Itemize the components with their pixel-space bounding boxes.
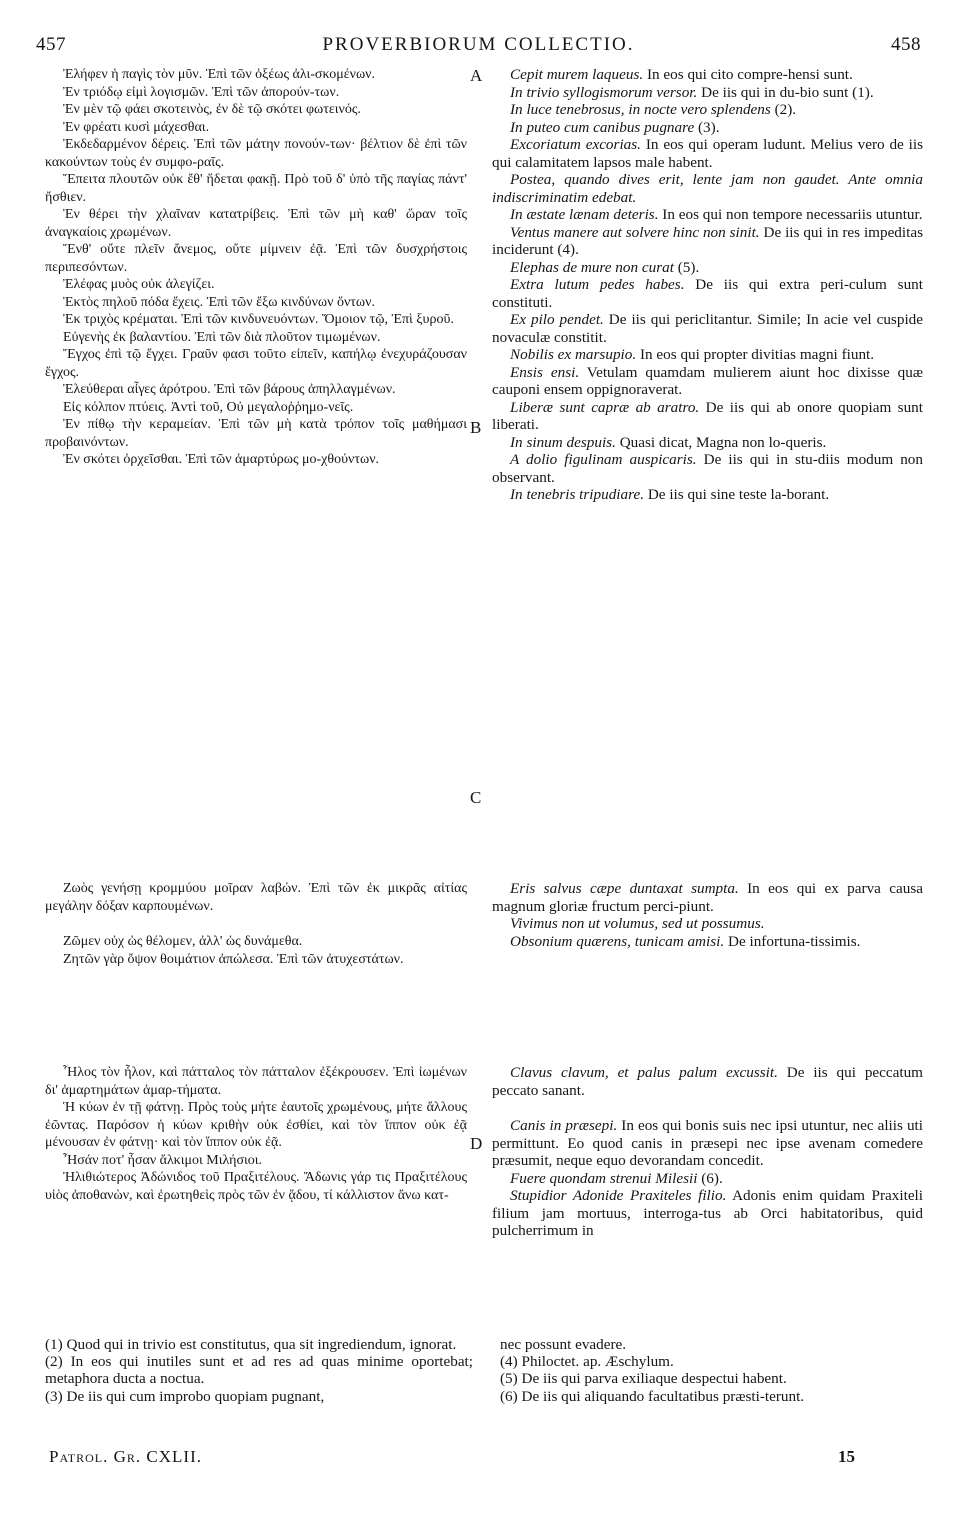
latin-translation: In trivio syllogismorum versor. De iis qui in du-bio sunt (1). bbox=[510, 83, 874, 101]
latin-column-group-3 bbox=[492, 1064, 923, 1240]
greek-proverb: Ἠλιθιώτερος Ἀδώνιδος τοῦ Πραξιτέλους. Ἄδωνις γάρ τις Πραξιτέλους υἱὸς ἀποθανὼν, καὶ ἐρωτηθεὶς πρὸς τῶν ἐν ᾅδου, τί κάλλιστον ἄνω κατ- bbox=[45, 1170, 467, 1203]
latin-translation: Clavus clavum, et palus palum excussit. De iis qui peccatum peccato sanant. bbox=[492, 1064, 923, 1099]
footnotes-left bbox=[45, 1336, 473, 1405]
greek-proverb: Ἐλεύθεραι αἶγες ἀρότρου. Ἐπὶ τῶν βάρους ἀπηλλαγμένων. bbox=[63, 382, 396, 397]
latin-translation: Ventus manere aut solvere hinc non sinit. De iis qui in res impeditas inciderunt (4). bbox=[492, 223, 923, 258]
footnote: (4) Philoctet. ap. Æschylum. bbox=[500, 1353, 674, 1371]
greek-proverb: Ἐλέφας μυὸς οὐκ ἀλεγίζει. bbox=[63, 277, 215, 292]
greek-proverb: Ἐν πίθῳ τὴν κεραμείαν. Ἐπὶ τῶν μὴ κατὰ τρόπον τοῖς μαθήμασι προβαινόντων. bbox=[45, 417, 467, 450]
latin-translation: A dolio figulinam auspicaris. De iis qui in stu-diis modum non observant. bbox=[492, 451, 923, 486]
latin-translation: Extra lutum pedes habes. De iis qui extra peri-culum sunt constituti. bbox=[492, 276, 923, 311]
latin-translation: Ex pilo pendet. De iis qui periclitantur. Simile; In acie vel cuspide novaculæ constitit. bbox=[492, 311, 923, 346]
footnote: (6) De iis qui aliquando facultatibus præsti-terunt. bbox=[500, 1387, 805, 1405]
greek-proverb: Ἡ κύων ἐν τῇ φάτνῃ. Πρὸς τοὺς μήτε ἑαυτοῖς χρωμένους, μήτε ἄλλους ἐῶντας. Παρόσον ἡ κύων κριθὴν οὐκ ἐσθίει, καὶ τὸν ἵππον οὐκ ἐᾷ μένουσαν ἐν φάτνῃ· καὶ τὸν ἵππον οὐκ ἐᾷ. bbox=[45, 1100, 467, 1150]
section-marker-b: B bbox=[470, 418, 482, 437]
latin-translation: Vivimus non ut volumus, sed ut possumus. bbox=[510, 915, 765, 932]
running-title: PROVERBIORUM COLLECTIO. bbox=[322, 34, 635, 55]
greek-proverb: Ζητῶν γὰρ ὄψον θοιμάτιον ἀπώλεσα. Ἐπὶ τῶν ἀτυχεστάτων. bbox=[63, 951, 404, 967]
latin-translation: Liberæ sunt capræ ab aratro. De iis qui ab onore quopiam sunt liberati. bbox=[492, 398, 923, 433]
greek-proverb: Ἐκ τριχὸς κρέμαται. Ἐπὶ τῶν κινδυνευόντων. Ὅμοιον τῷ, Ἐπὶ ξυροῦ. bbox=[63, 312, 454, 327]
latin-translation: Cepit murem laqueus. In eos qui cito compre-hensi sunt. bbox=[510, 66, 853, 83]
greek-proverb: Ἔνθ' οὔτε πλεῖν ἄνεμος, οὔτε μίμνειν ἐᾷ. Ἐπὶ τῶν δυσχρήστοις περιπεσόντων. bbox=[45, 242, 467, 275]
latin-translation: In puteo cum canibus pugnare (3). bbox=[510, 118, 720, 136]
latin-translation: Eris salvus cæpe duntaxat sumpta. In eos qui ex parva causa magnum gloriæ fructum perci-piunt. bbox=[492, 880, 923, 915]
greek-proverb: Εἰς κόλπον πτύεις. Ἀντὶ τοῦ, Οὐ μεγαλοῤῥημο-νεῖς. bbox=[63, 399, 354, 415]
section-marker-c: C bbox=[470, 788, 482, 807]
page-header bbox=[36, 34, 921, 58]
greek-proverb: Ζῶμεν οὐχ ὡς θέλομεν, ἀλλ' ὡς δυνάμεθα. bbox=[63, 934, 303, 949]
greek-proverb: Ἐλήφεν ἡ παγὶς τὸν μῦν. Ἐπὶ τῶν ὀξέως ἀλι-σκομένων. bbox=[63, 67, 375, 82]
latin-translation: Excoriatum excorias. In eos qui operam ludunt. Melius vero de iis qui calamitatem lapsos male habent. bbox=[492, 136, 923, 171]
footnote: (5) De iis qui parva exiliaque despectui habent. bbox=[500, 1370, 787, 1388]
latin-translation: Obsonium quærens, tunicam amisi. De infortuna-tissimis. bbox=[510, 932, 861, 950]
footnote: (2) In eos qui inutiles sunt et ad res ad quas minime oportebat; metaphora ducta a noctua. bbox=[45, 1353, 473, 1388]
latin-column-group-1 bbox=[492, 66, 923, 504]
latin-translation: Ensis ensi. Vetulam quamdam mulierem aiunt hoc dixisse quæ cauponi ensem oppignoraverat. bbox=[492, 363, 923, 398]
footnotes-right bbox=[500, 1336, 925, 1405]
greek-proverb: Ἔγχος ἐπὶ τῷ ἔγχει. Γραῦν φασι τοῦτο εἰπεῖν, καπήλῳ ἐνεχυράζουσαν ἔγχος. bbox=[45, 347, 467, 380]
latin-translation: In tenebris tripudiare. De iis qui sine teste la-borant. bbox=[510, 486, 830, 503]
greek-proverb: Ἐν θέρει τὴν χλαῖναν κατατρίβεις. Ἐπὶ τῶν μὴ καθ' ὥραν τοῖς ἀναγκαίοις χρωμένων. bbox=[45, 207, 467, 240]
greek-proverb: Εὐγενὴς ἐκ βαλαντίου. Ἐπὶ τῶν διὰ πλοῦτον τιμωμένων. bbox=[63, 329, 381, 345]
greek-proverb: Ἐν μὲν τῷ φάει σκοτεινὸς, ἐν δὲ τῷ σκότει φωτεινός. bbox=[63, 102, 361, 117]
greek-proverb: Ἦσάν ποτ' ἦσαν ἄλκιμοι Μιλήσιοι. bbox=[63, 1152, 263, 1168]
greek-column-group-3 bbox=[45, 1064, 467, 1204]
greek-proverb: Ἐκδεδαρμένον δέρεις. Ἐπὶ τῶν μάτην πονούν-των· βέλτιον δὲ ἐπὶ τῶν κακούντων τοὺς ἐν συμφο-ραῖς. bbox=[45, 137, 467, 170]
greek-proverb: Ἐκτὸς πηλοῦ πόδα ἔχεις. Ἐπὶ τῶν ἔξω κινδύνων ὄντων. bbox=[63, 294, 375, 310]
latin-translation: Postea, quando dives erit, lente jam non gaudet. Ante omnia indiscriminatim edebat. bbox=[492, 171, 923, 206]
greek-proverb: Ἐν σκότει ὀρχεῖσθαι. Ἐπὶ τῶν ἀμαρτύρως μο-χθούντων. bbox=[63, 452, 380, 467]
section-marker-a: A bbox=[470, 66, 483, 85]
latin-translation: Stupidior Adonide Praxiteles filio. Adonis enim quidam Praxiteli filium jam mortuus, interroga-tus ab Orci habitatoribus, quid pulcherrimum in bbox=[492, 1187, 924, 1239]
latin-translation: Elephas de mure non curat (5). bbox=[510, 258, 700, 276]
latin-translation: Nobilis ex marsupio. In eos qui propter divitias magni fiunt. bbox=[510, 346, 875, 363]
section-marker-d: D bbox=[470, 1134, 483, 1153]
footer-signature: 15 bbox=[838, 1447, 855, 1466]
greek-proverb: Ἐν τριόδῳ εἰμὶ λογισμῶν. Ἐπὶ τῶν ἀπορούν-των. bbox=[63, 84, 340, 100]
greek-column-group-1 bbox=[45, 66, 467, 469]
greek-proverb: Ἔπειτα πλουτῶν οὐκ ἔθ' ἥδεται φακῇ. Πρὸ τοῦ δ' ὑπὸ τῆς παγίας πάντ' ἤσθιεν. bbox=[45, 172, 467, 205]
latin-translation: In luce tenebrosus, in nocte vero splendens (2). bbox=[510, 101, 797, 118]
greek-proverb: Ἐν φρέατι κυσὶ μάχεσθαι. bbox=[63, 119, 210, 135]
footnote: (3) De iis qui cum improbo quopiam pugnant, bbox=[45, 1387, 325, 1405]
footnote: nec possunt evadere. bbox=[500, 1336, 627, 1353]
footer-volume: Patrol. Gr. CXLII. bbox=[49, 1447, 202, 1466]
latin-column-group-2 bbox=[492, 880, 923, 950]
latin-translation: In sinum despuis. Quasi dicat, Magna non lo-queris. bbox=[510, 433, 827, 451]
page-number-right: 458 bbox=[891, 34, 921, 55]
footnote: (1) Quod qui in trivio est constitutus, qua sit ingrediendum, ignorat. bbox=[45, 1336, 457, 1353]
latin-translation: Fuere quondam strenui Milesii (6). bbox=[510, 1169, 723, 1187]
latin-translation: In æstate lænam deteris. In eos qui non tempore necessariis utuntur. bbox=[510, 206, 923, 223]
greek-column-group-2 bbox=[45, 880, 467, 968]
greek-proverb: Ζωὸς γενήσῃ κρομμύου μοῖραν λαβών. Ἐπὶ τῶν ἐκ μικρᾶς αἰτίας μεγάλην δόξαν καρπουμένων. bbox=[45, 881, 467, 914]
latin-translation: Canis in præsepi. In eos qui bonis suis nec ipsi utuntur, nec aliis uti permittunt. Eo quod canis in præsepi nec ipse avenam comedere præsumit, neque equo devorandam concedit. bbox=[492, 1117, 923, 1169]
page-number-left: 457 bbox=[36, 34, 66, 55]
greek-proverb: Ἧλος τὸν ἧλον, καὶ πάτταλος τὸν πάτταλον ἐξέκρουσεν. Ἐπὶ ἰωμένων δι' ἁμαρτημάτων ἁμαρ-τήματα. bbox=[45, 1065, 467, 1098]
